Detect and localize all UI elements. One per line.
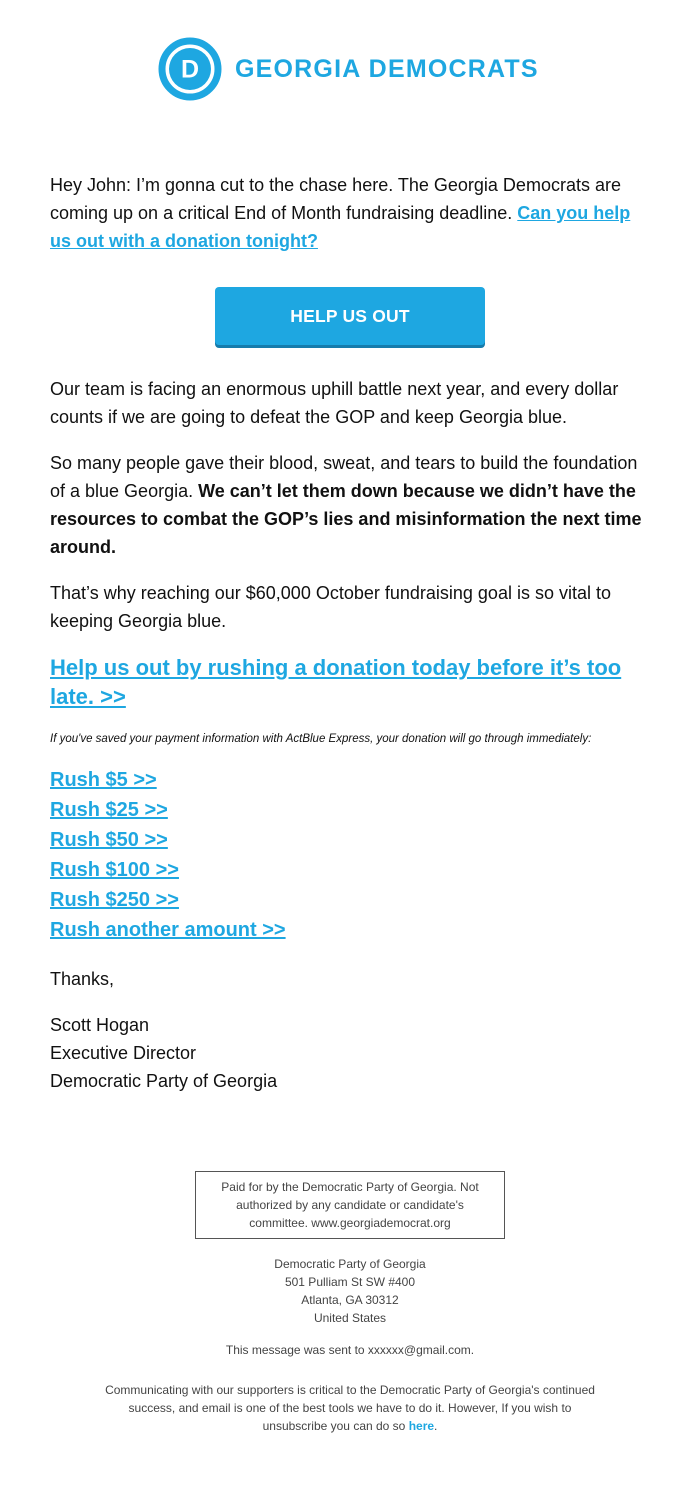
rush-250-link[interactable]: Rush $250 >>: [50, 889, 179, 911]
signer-title: Executive Director: [50, 1043, 197, 1063]
rush-25-link[interactable]: Rush $25 >>: [50, 799, 168, 821]
address-line: United States: [313, 1311, 387, 1325]
cta-row: [50, 287, 650, 345]
list-item: [50, 825, 650, 855]
paragraph-fundraising-goal: That’s why reaching our $60,000 October fundraising goal is so vital to keeping Georgia blue.: [50, 583, 611, 631]
rush-other-amount-link[interactable]: Rush another amount >>: [50, 919, 286, 941]
sent-to-prefix: This message was sent to: [225, 1343, 368, 1357]
org-name: GEORGIA DEMOCRATS: [235, 54, 539, 83]
donate-link-paragraph: [50, 653, 650, 711]
signer-name: Scott Hogan: [50, 1015, 150, 1035]
actblue-note: If you've saved your payment information with ActBlue Express, your donation will go through immediately:: [50, 733, 592, 745]
sent-to-suffix: .: [470, 1343, 475, 1357]
signature: [50, 1011, 650, 1095]
list-item: [50, 765, 650, 795]
logo[interactable]: [157, 36, 539, 102]
rush-5-link[interactable]: Rush $5 >>: [50, 769, 157, 791]
list-item: [50, 915, 650, 945]
help-us-out-button[interactable]: HELP US OUT: [215, 287, 485, 345]
recipient-email: xxxxxx@gmail.com: [367, 1343, 471, 1357]
unsubscribe-text: Communicating with our supporters is critical to the Democratic Party of Georgia's continued success, and email is one of the best tools we have to do it. However, If you wish to unsubscribe you can do so: [105, 1383, 595, 1433]
address-line: Democratic Party of Georgia: [274, 1257, 426, 1271]
address-line: Atlanta, GA 30312: [301, 1293, 399, 1307]
intro-donate-link[interactable]: Can you help us out with a donation tonight?: [50, 203, 631, 251]
democrats-d-logo-icon: [157, 36, 223, 102]
list-item: [50, 855, 650, 885]
paragraph-uphill-battle: Our team is facing an enormous uphill battle next year, and every dollar counts if we are going to defeat the GOP and keep Georgia blue.: [50, 379, 619, 427]
rush-100-link[interactable]: Rush $100 >>: [50, 859, 179, 881]
list-item: [50, 885, 650, 915]
rush-50-link[interactable]: Rush $50 >>: [50, 829, 168, 851]
unsubscribe-link[interactable]: here: [408, 1419, 435, 1433]
signer-org: Democratic Party of Georgia: [50, 1071, 278, 1091]
email-header: [0, 36, 700, 102]
email-body: [50, 171, 650, 1095]
logo-letter: D: [180, 55, 200, 84]
paid-for-disclaimer: Paid for by the Democratic Party of Georgia. Not authorized by any candidate or candidate's committee. www.georgiademocrat.org: [195, 1171, 505, 1239]
sent-to-notice: [0, 1341, 700, 1359]
intro-text: Hey John: I’m gonna cut to the chase here. The Georgia Democrats are coming up on a critical End of Month fundraising deadline.: [50, 175, 621, 223]
intro-paragraph: [50, 171, 650, 255]
paragraph-plain-text: So many people gave their blood, sweat, and tears to build the foundation of a blue Georgia.: [50, 453, 638, 501]
unsubscribe-notice: [95, 1381, 605, 1435]
list-item: [50, 795, 650, 825]
rush-amount-list: [50, 765, 650, 945]
unsubscribe-suffix: .: [434, 1419, 438, 1433]
mailing-address: [0, 1255, 700, 1327]
paragraph-bold-text: We can’t let them down because we didn’t have the resources to combat the GOP’s lies and misinformation the next time around.: [50, 481, 642, 557]
email-footer: [0, 1171, 700, 1435]
rush-donation-link[interactable]: Help us out by rushing a donation today before it’s too late. >>: [50, 655, 622, 709]
paragraph-blood-sweat-tears: [50, 449, 650, 561]
closing-thanks: Thanks,: [50, 969, 115, 989]
address-line: 501 Pulliam St SW #400: [284, 1275, 416, 1289]
